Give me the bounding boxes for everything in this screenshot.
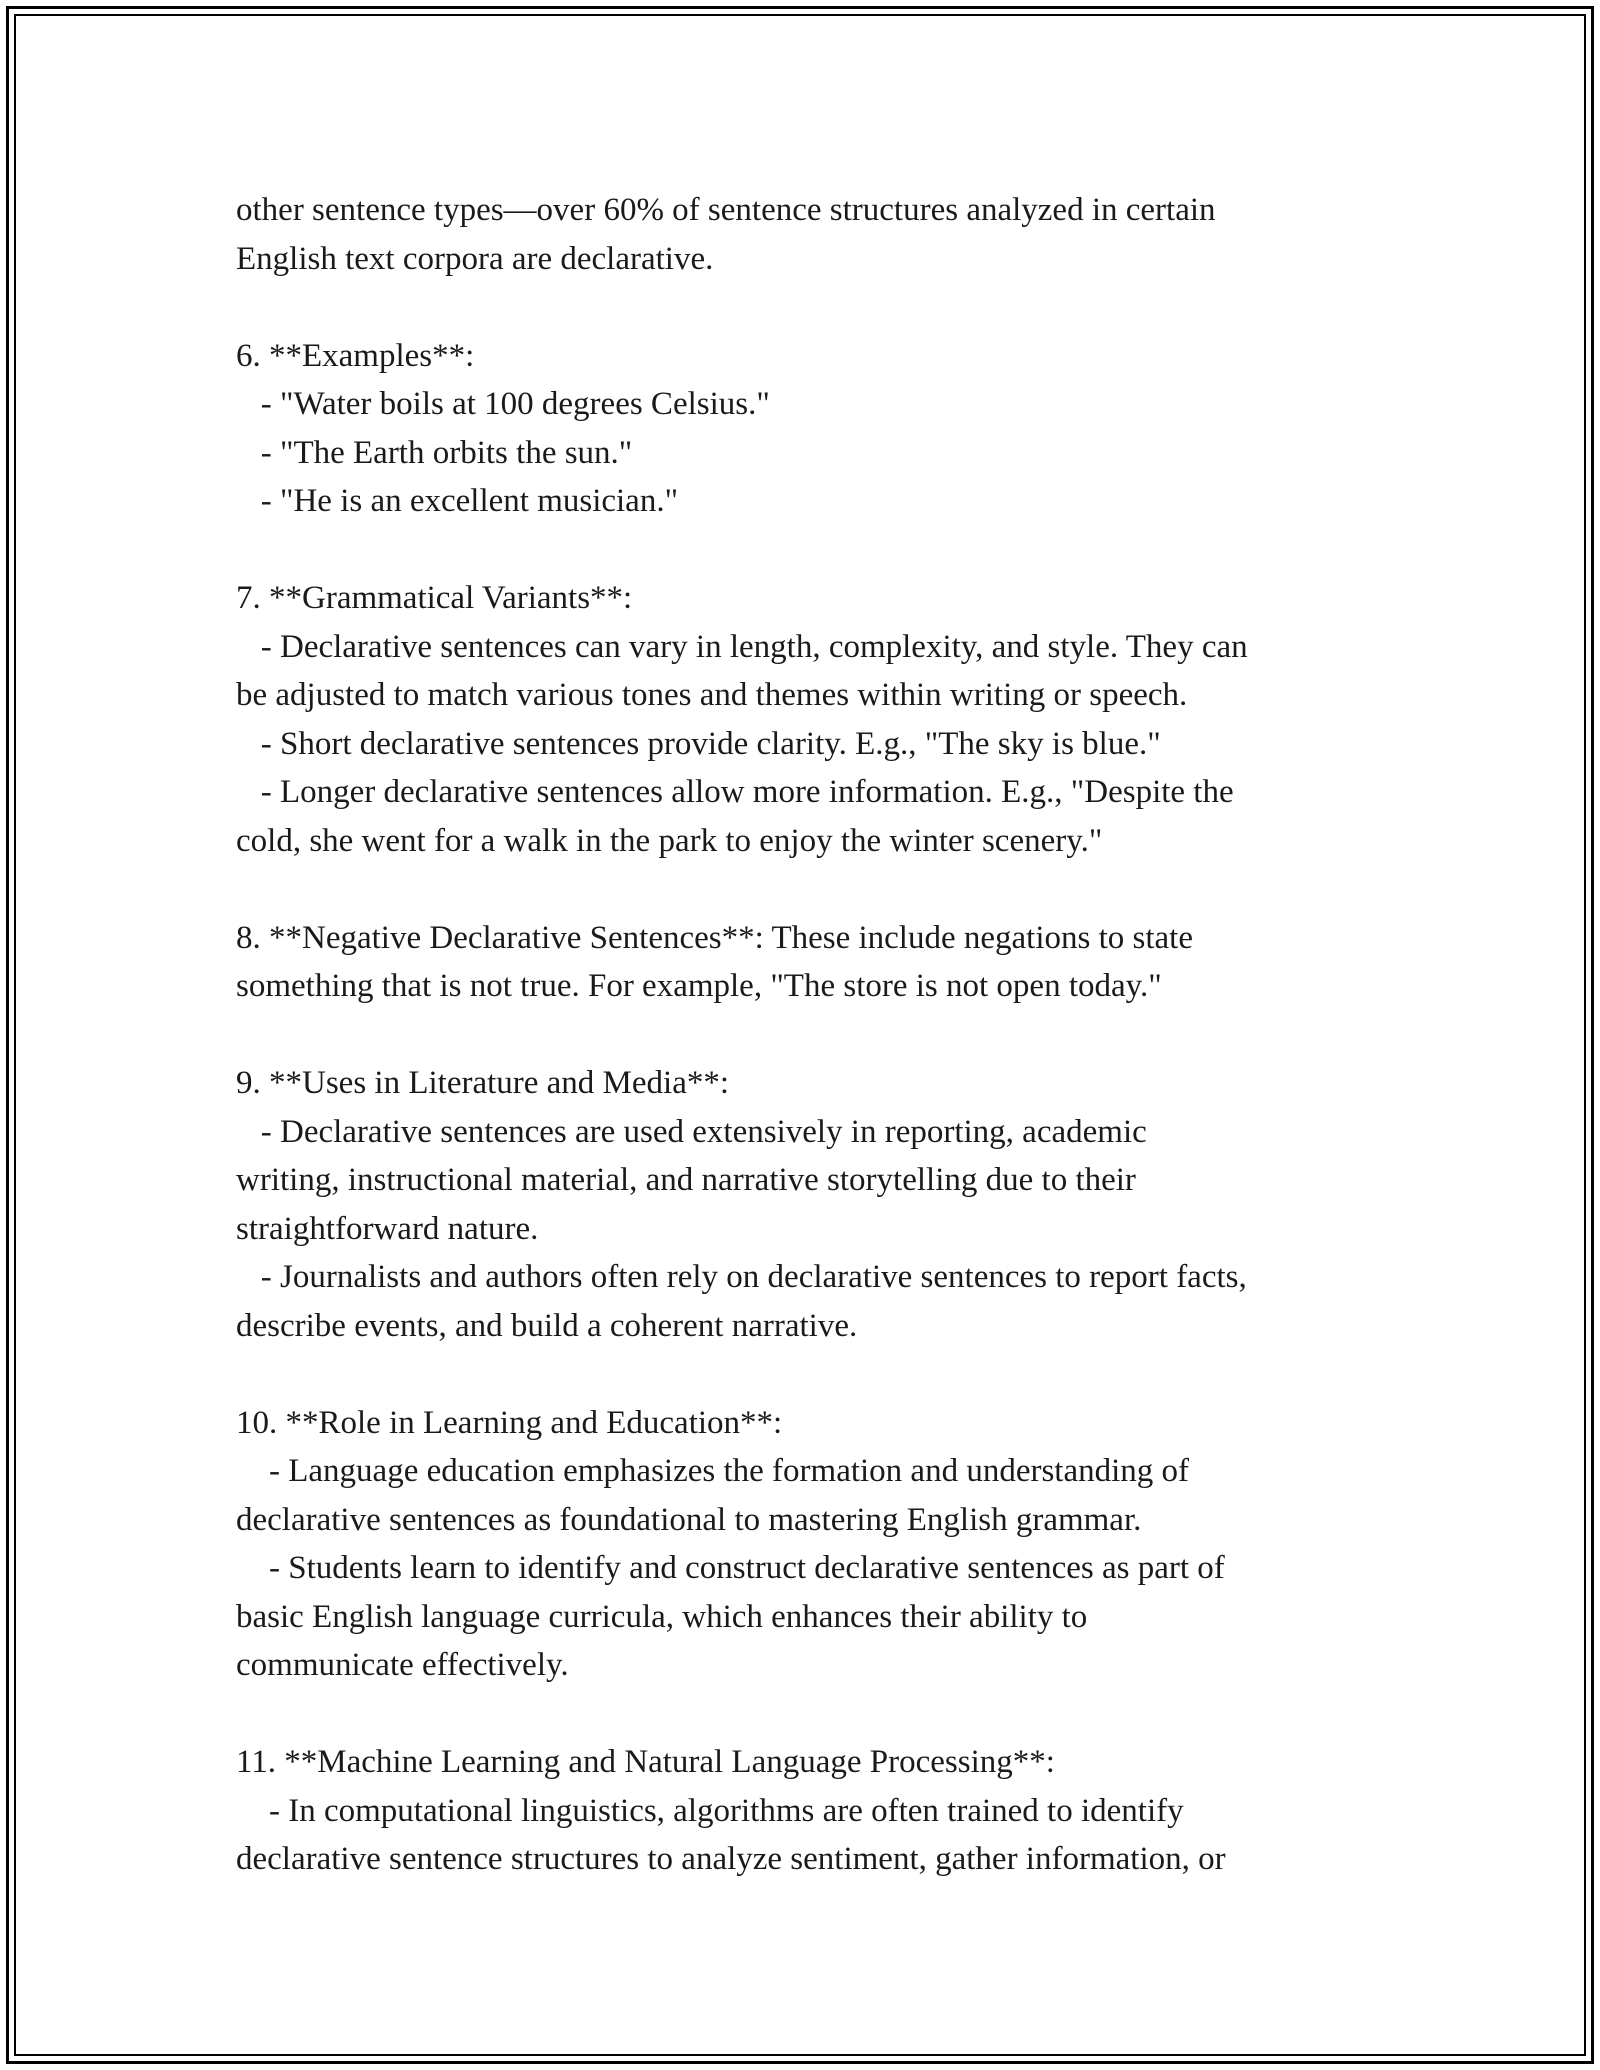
- blank-line: [236, 283, 1416, 332]
- text-line: straightforward nature.: [236, 1210, 539, 1247]
- text-line: English text corpora are declarative.: [236, 240, 714, 277]
- blank-line: [236, 1350, 1416, 1399]
- text-line: - Declarative sentences are used extensively in reporting, academic: [236, 1113, 1147, 1150]
- text-line: 11. **Machine Learning and Natural Language Processing**:: [236, 1744, 1055, 1780]
- text-line: 7. **Grammatical Variants**:: [236, 580, 633, 616]
- text-line: 6. **Examples**:: [236, 337, 475, 374]
- text-line: be adjusted to match various tones and themes within writing or speech.: [236, 677, 1188, 713]
- text-line: 8. **Negative Declarative Sentences**: These include negations to state: [236, 919, 1193, 956]
- text-line: other sentence types—over 60% of sentence structures analyzed in certain: [236, 192, 1216, 228]
- blank-line: [236, 1690, 1416, 1739]
- text-line: basic English language curricula, which enhances their ability to: [236, 1598, 1088, 1635]
- blank-line: [236, 865, 1416, 914]
- text-line: - "Water boils at 100 degrees Celsius.": [236, 386, 770, 422]
- text-line: declarative sentences as foundational to mastering English grammar.: [236, 1501, 1142, 1538]
- text-line: communicate effectively.: [236, 1647, 569, 1683]
- text-line: declarative sentence structures to analyze sentiment, gather information, or: [236, 1841, 1226, 1877]
- text-line: writing, instructional material, and narrative storytelling due to their: [236, 1162, 1136, 1198]
- text-line: - Declarative sentences can vary in length, complexity, and style. They can: [236, 628, 1248, 665]
- text-line: - "The Earth orbits the sun.": [236, 434, 633, 471]
- text-line: - Students learn to identify and construct declarative sentences as part of: [236, 1550, 1225, 1586]
- document-body: [236, 186, 1416, 1884]
- text-line: - Short declarative sentences provide clarity. E.g., "The sky is blue.": [236, 725, 1161, 762]
- text-line: - Language education emphasizes the formation and understanding of: [236, 1453, 1190, 1489]
- text-line: - "He is an excellent musician.": [236, 483, 679, 519]
- text-line: - Longer declarative sentences allow more information. E.g., "Despite the: [236, 774, 1234, 810]
- text-line: - Journalists and authors often rely on declarative sentences to report facts,: [236, 1259, 1247, 1295]
- text-line: describe events, and build a coherent narrative.: [236, 1307, 858, 1344]
- text-line: cold, she went for a walk in the park to enjoy the winter scenery.": [236, 822, 1103, 859]
- blank-line: [236, 1011, 1416, 1060]
- text-line: something that is not true. For example, "The store is not open today.": [236, 968, 1162, 1004]
- text-line: - In computational linguistics, algorithms are often trained to identify: [236, 1792, 1184, 1829]
- text-line: 10. **Role in Learning and Education**:: [236, 1404, 783, 1441]
- text-line: 9. **Uses in Literature and Media**:: [236, 1065, 730, 1101]
- blank-line: [236, 526, 1416, 575]
